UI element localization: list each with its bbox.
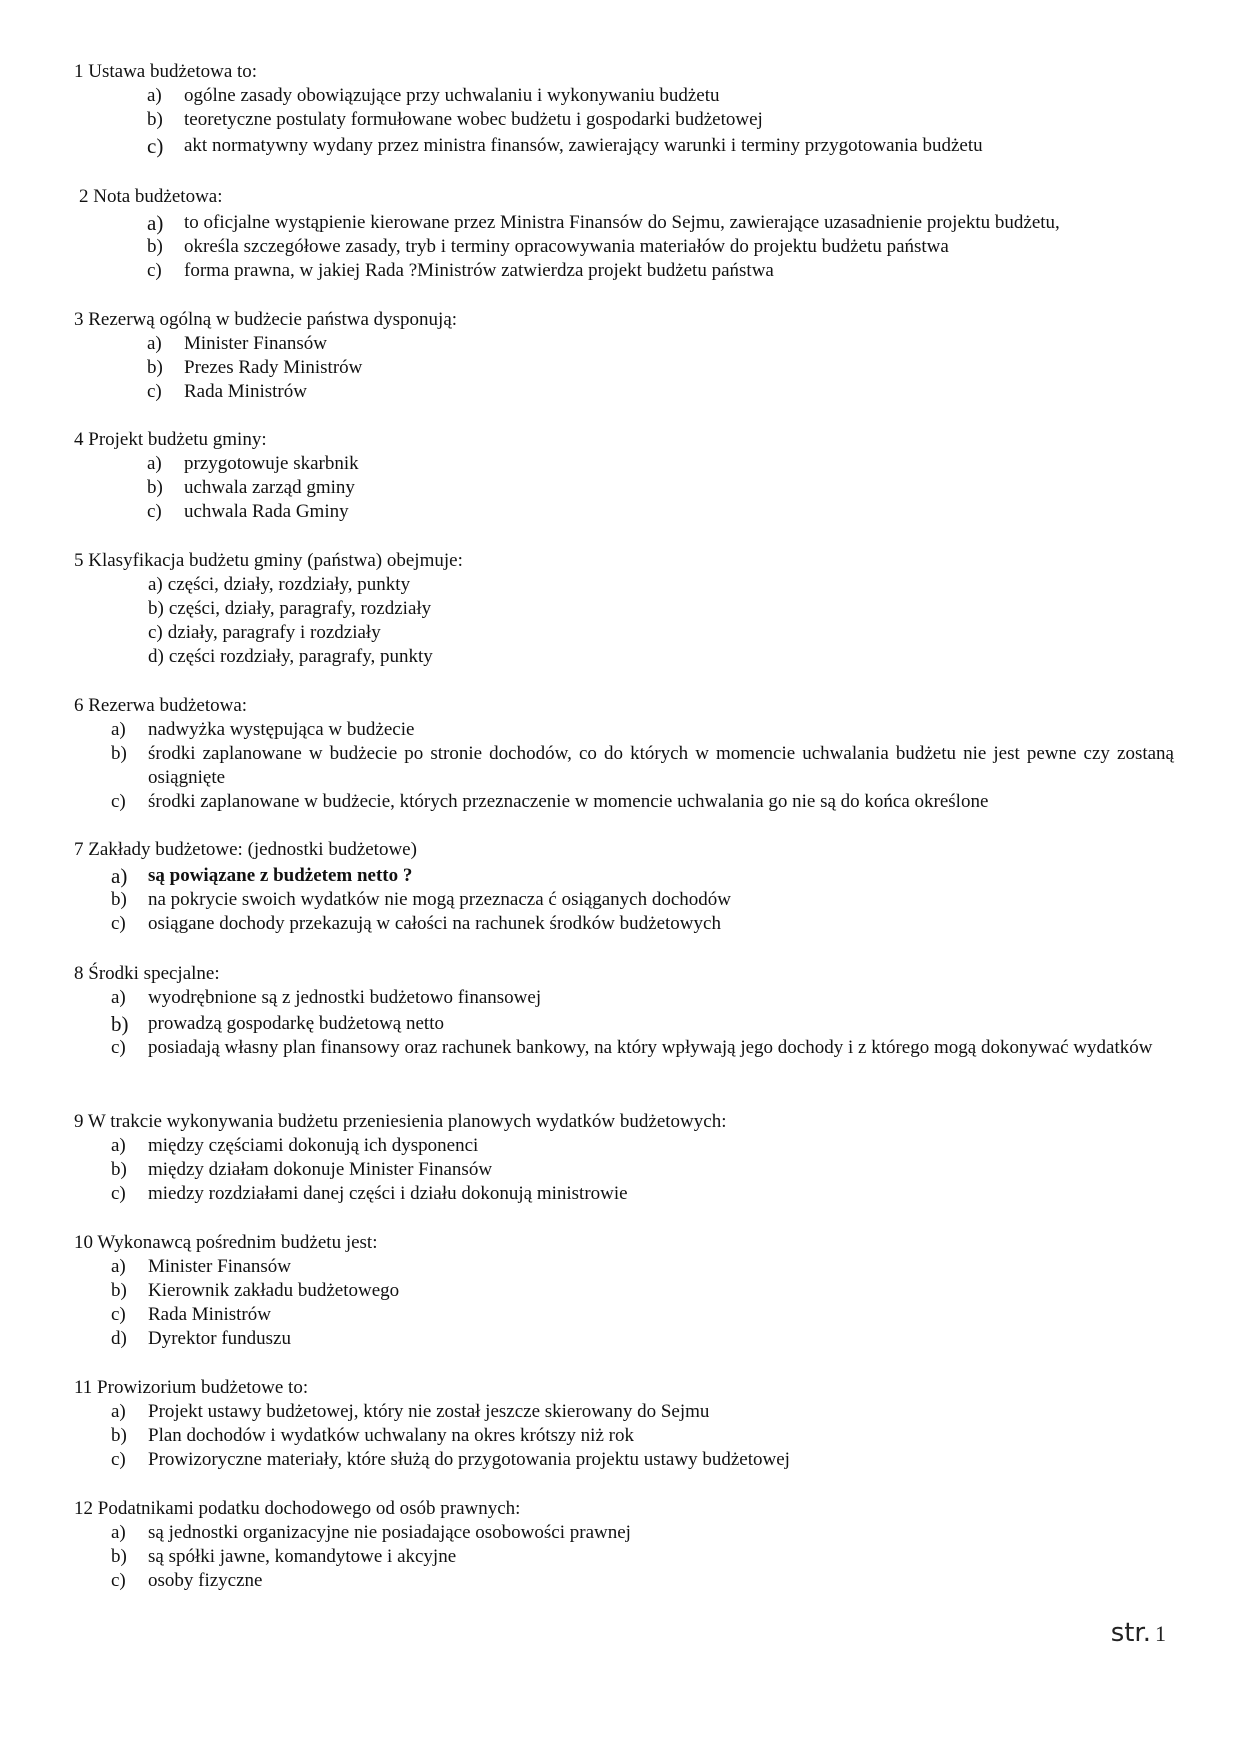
option-text: Kierownik zakładu budżetowego [148,1280,400,1301]
answer-option [74,1327,1174,1351]
answer-option [74,888,1174,912]
option-text: są spółki jawne, komandytowe i akcyjne [148,1546,457,1567]
answer-option [74,235,1174,259]
answer-list [74,1521,1174,1593]
question-2 [74,185,1174,283]
option-letter: c) [111,791,126,812]
answer-option [74,1012,1174,1036]
option-letter: b) [111,1280,127,1301]
answer-list [74,864,1174,936]
option-text: Projekt ustawy budżetowej, który nie został jeszcze skierowany do Sejmu [148,1401,710,1422]
answer-option [74,718,1174,742]
option-text: środki zaplanowane w budżecie po stronie dochodów, co do których w momencie uchwalania budżetu nie jest pewne czy zostaną osiągnięte [148,743,1174,788]
question-8 [74,962,1174,1060]
answer-list [74,573,1174,669]
option-text: ogólne zasady obowiązujące przy uchwalaniu i wykonywaniu budżetu [184,85,720,106]
page-number [1111,1618,1166,1648]
option-letter: c) [111,1570,126,1591]
option-letter: c) [147,260,162,281]
answer-option [74,500,1174,524]
question-5 [74,549,1174,669]
option-text: Minister Finansów [148,1256,292,1277]
answer-option [74,1182,1174,1206]
answer-option [74,790,1174,814]
option-text: wyodrębnione są z jednostki budżetowo finansowej [148,987,542,1008]
question-title: 10 Wykonawcą pośrednim budżetu jest: [74,1232,378,1253]
option-letter: b) [111,1425,127,1446]
option-letter: a) [111,987,126,1008]
question-3 [74,308,1174,404]
answer-list [74,1255,1174,1351]
option-text: przygotowuje skarbnik [184,453,359,474]
answer-list [74,84,1174,158]
question-title: 8 Środki specjalne: [74,963,220,984]
answer-option [74,211,1174,235]
question-6 [74,694,1174,814]
option-letter: c) [111,913,126,934]
option-letter: b) [147,236,163,257]
option-text: Rada Ministrów [148,1304,271,1325]
option-text: określa szczegółowe zasady, tryb i terminy opracowywania materiałów do projektu budżetu państwa [184,236,949,257]
option-text: części, działy, rozdziały, punkty [167,574,411,595]
option-text: akt normatywny wydany przez ministra finansów, zawierający warunki i terminy przygotowania budżetu [184,135,983,156]
question-title: 6 Rezerwa budżetowa: [74,695,248,716]
option-letter: c) [147,381,162,402]
option-letter: b) [111,743,127,764]
option-text: działy, paragrafy i rozdziały [167,622,381,643]
option-letter: a) [111,1135,126,1156]
answer-option [74,1545,1174,1569]
answer-option [74,645,1174,669]
answer-option [74,573,1174,597]
option-text: Dyrektor funduszu [148,1328,291,1349]
answer-option [74,597,1174,621]
option-letter: b) [147,357,163,378]
answer-option [74,380,1174,404]
option-letter: a) [111,1401,126,1422]
question-11 [74,1376,1174,1472]
answer-option [74,1134,1174,1158]
answer-option [74,742,1174,790]
answer-option [74,1303,1174,1327]
answer-list [74,452,1174,524]
option-letter: a) [147,85,162,106]
option-letter: b) [147,477,163,498]
question-1 [74,60,1174,158]
question-title: 5 Klasyfikacja budżetu gminy (państwa) obejmuje: [74,550,463,571]
answer-option [74,986,1174,1010]
option-letter: c) [111,1183,126,1204]
answer-option [74,134,1174,158]
answer-option [74,621,1174,645]
answer-option [74,1424,1174,1448]
answer-option [74,108,1174,132]
option-letter: a) [111,1522,126,1543]
option-text: części, działy, paragrafy, rozdziały [168,598,432,619]
question-title: 2 Nota budżetowa: [79,186,223,207]
answer-option [74,332,1174,356]
option-letter: c) [148,622,163,643]
question-10 [74,1231,1174,1351]
question-title: 12 Podatnikami podatku dochodowego od osób prawnych: [74,1498,521,1519]
option-text: Prowizoryczne materiały, które służą do przygotowania projektu ustawy budżetowej [148,1449,790,1470]
question-title: 9 W trakcie wykonywania budżetu przeniesienia planowych wydatków budżetowych: [74,1111,727,1132]
answer-list [74,986,1174,1060]
answer-option [74,1036,1174,1060]
answer-option [74,1400,1174,1424]
question-12 [74,1497,1174,1593]
answer-option [74,84,1174,108]
option-letter: a) [111,864,128,888]
answer-option [74,1279,1174,1303]
option-text: są powiązane z budżetem netto ? [148,865,413,886]
answer-option [74,1448,1174,1472]
answer-option [74,1158,1174,1182]
option-text: Prezes Rady Ministrów [184,357,363,378]
option-letter: c) [111,1449,126,1470]
answer-list [74,1134,1174,1206]
option-text: posiadają własny plan finansowy oraz rachunek bankowy, na który wpływają jego dochody i z którego mogą dokonywać wydatków [148,1037,1153,1058]
answer-list [74,211,1174,283]
option-letter: b) [147,109,163,130]
option-letter: a) [111,1256,126,1277]
question-title: 11 Prowizorium budżetowe to: [74,1377,309,1398]
option-text: między działam dokonuje Minister Finansów [148,1159,493,1180]
option-text: środki zaplanowane w budżecie, których przeznaczenie w momencie uchwalania go nie są do końca określone [148,791,989,812]
option-text: Plan dochodów i wydatków uchwalany na okres krótszy niż rok [148,1425,634,1446]
option-text: miedzy rozdziałami danej części i działu dokonują ministrowie [148,1183,628,1204]
option-letter: b) [111,1546,127,1567]
option-text: Rada Ministrów [184,381,307,402]
option-text: Minister Finansów [184,333,328,354]
answer-list [74,332,1174,404]
option-text: uchwala zarząd gminy [184,477,355,498]
answer-option [74,452,1174,476]
option-text: forma prawna, w jakiej Rada ?Ministrów zatwierdza projekt budżetu państwa [184,260,774,281]
page-label: str. [1110,1618,1151,1648]
option-letter: b) [111,1012,129,1036]
option-letter: a) [147,453,162,474]
page-value: 1 [1155,1621,1166,1646]
question-title: 4 Projekt budżetu gminy: [74,429,267,450]
option-letter: a) [111,719,126,740]
question-4 [74,428,1174,524]
option-text: części rozdziały, paragrafy, punkty [168,646,433,667]
option-letter: a) [147,333,162,354]
answer-option [74,912,1174,936]
option-text: osiągane dochody przekazują w całości na rachunek środków budżetowych [148,913,721,934]
option-text: nadwyżka występująca w budżecie [148,719,415,740]
answer-list [74,1400,1174,1472]
option-letter: b) [111,889,127,910]
answer-list [74,718,1174,814]
option-letter: d) [111,1328,127,1349]
option-text: są jednostki organizacyjne nie posiadające osobowości prawnej [148,1522,631,1543]
question-7 [74,838,1174,936]
option-text: uchwala Rada Gminy [184,501,349,522]
question-title: 1 Ustawa budżetowa to: [74,61,258,82]
option-letter: d) [148,646,164,667]
option-letter: b) [148,598,164,619]
answer-option [74,864,1174,888]
question-title: 7 Zakłady budżetowe: (jednostki budżetowe) [74,839,417,860]
option-letter: c) [147,501,162,522]
option-text: prowadzą gospodarkę budżetową netto [148,1013,444,1034]
option-letter: b) [111,1159,127,1180]
option-text: osoby fizyczne [148,1570,263,1591]
option-letter: c) [147,134,164,158]
question-title: 3 Rezerwą ogólną w budżecie państwa dysponują: [74,309,458,330]
option-letter: a) [147,211,164,235]
answer-option [74,1569,1174,1593]
option-text: między częściami dokonują ich dysponenci [148,1135,479,1156]
option-letter: a) [148,574,163,595]
answer-option [74,1521,1174,1545]
answer-option [74,356,1174,380]
answer-option [74,259,1174,283]
answer-option [74,1255,1174,1279]
option-letter: c) [111,1304,126,1325]
option-text: teoretyczne postulaty formułowane wobec budżetu i gospodarki budżetowej [184,109,763,130]
option-letter: c) [111,1037,126,1058]
answer-option [74,476,1174,500]
option-text: to oficjalne wystąpienie kierowane przez Ministra Finansów do Sejmu, zawierające uzasadnienie projektu budżetu, [184,212,1060,233]
question-9 [74,1110,1174,1206]
option-text: na pokrycie swoich wydatków nie mogą przeznacza ć osiąganych dochodów [148,889,731,910]
